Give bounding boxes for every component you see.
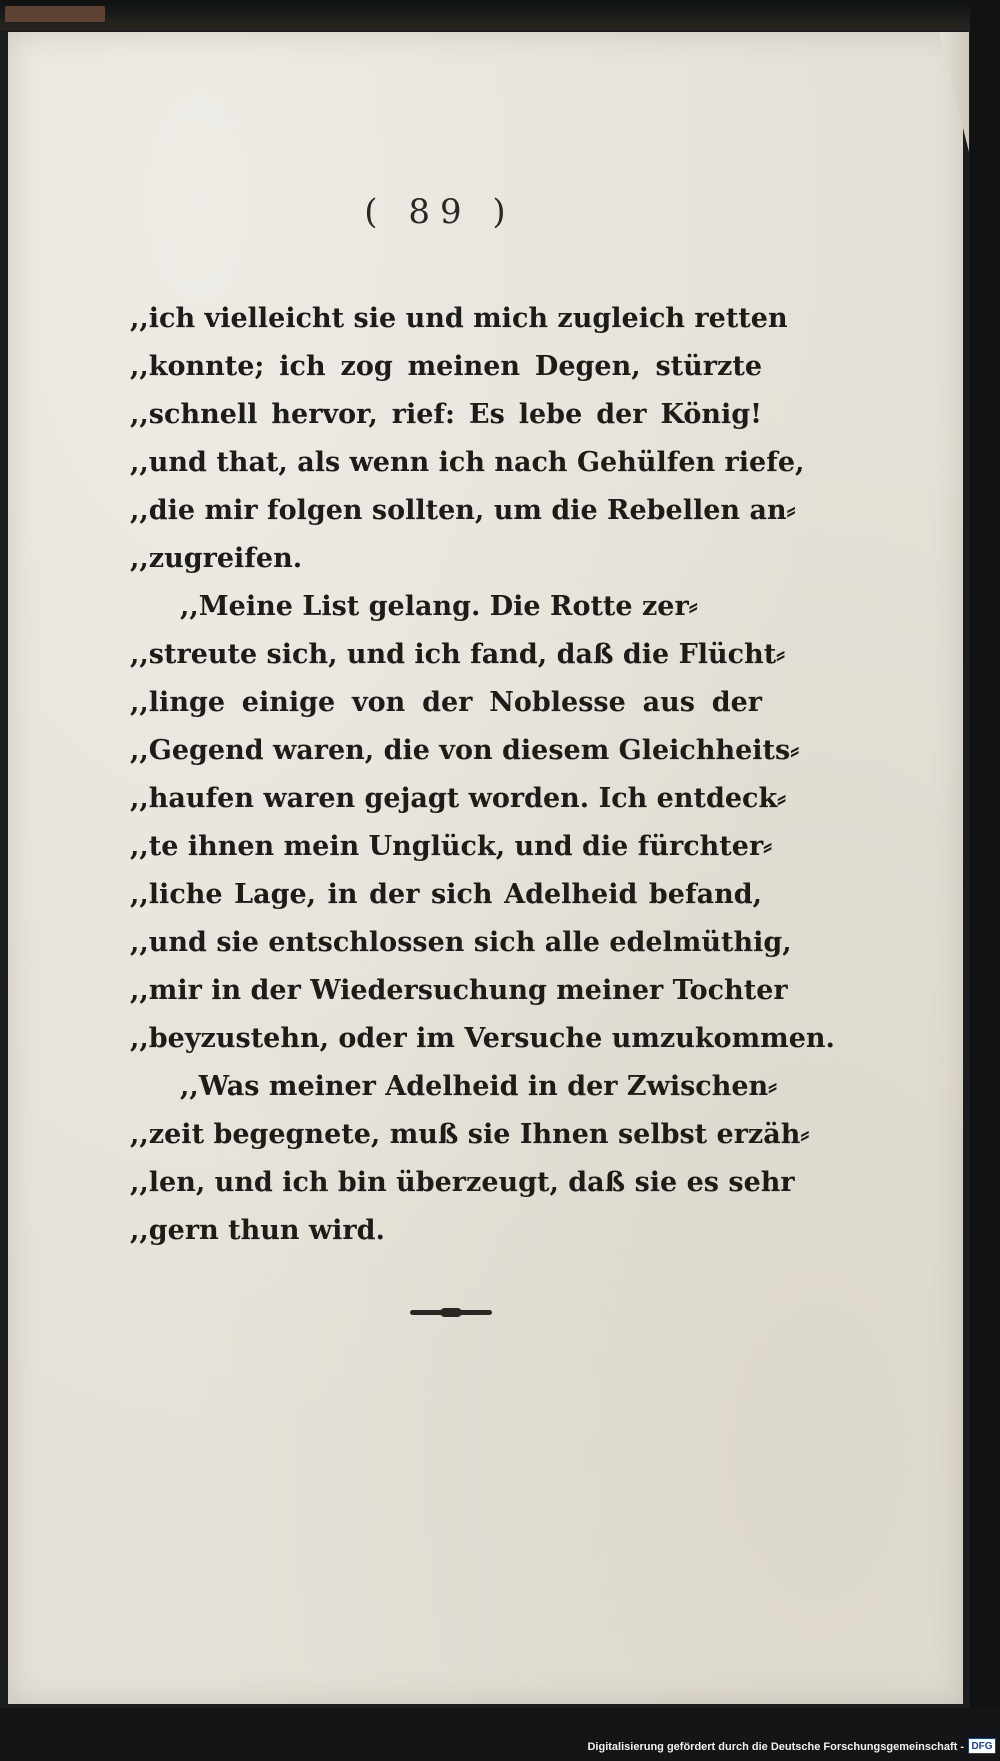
body-text [130, 295, 835, 1255]
text-line: ,,schnell hervor, rief: Es lebe der König! [130, 399, 762, 430]
text-line: ,,zugreifen. [130, 543, 303, 574]
text-line: ,,und sie entschlossen sich alle edelmüthig, [130, 927, 792, 958]
digitization-credit: Digitalisierung gefördert durch die Deutsche Forschungsgemeinschaft - [587, 1741, 964, 1753]
text-line: ,,und that, als wenn ich nach Gehülfen riefe, [130, 447, 805, 478]
text-line: ,,gern thun wird. [130, 1215, 385, 1246]
text-line: ,,haufen waren gejagt worden. Ich entdeck⸗ [130, 783, 787, 814]
scanner-bottom-border [0, 1708, 1000, 1761]
scanner-right-border [970, 0, 1000, 1761]
text-line: ,,konnte; ich zog meinen Degen, stürzte [130, 351, 762, 382]
binding-tape [5, 6, 105, 22]
text-line: ,,ich vielleicht sie und mich zugleich retten [130, 303, 788, 334]
text-line: ,,beyzustehn, oder im Versuche umzukommen. [130, 1023, 835, 1054]
text-line: ,,Meine List gelang. Die Rotte zer⸗ [180, 591, 698, 622]
scanner-top-border [0, 0, 1000, 30]
text-line: ,,liche Lage, in der sich Adelheid befand, [130, 879, 762, 910]
page-corner-curl [939, 32, 969, 152]
text-line: ,,len, und ich bin überzeugt, daß sie es sehr [130, 1167, 795, 1198]
dfg-logo: DFG [968, 1738, 996, 1754]
page-number: ( 89 ) [364, 192, 516, 232]
text-line: ,,te ihnen mein Unglück, und die fürchter⸗ [130, 831, 773, 862]
text-line: ,,zeit begegnete, muß sie Ihnen selbst erzäh⸗ [130, 1119, 810, 1150]
text-line: ,,die mir folgen sollten, um die Rebellen an⸗ [130, 495, 796, 526]
text-line: ,,Was meiner Adelheid in der Zwischen⸗ [180, 1071, 778, 1102]
text-line: ,,linge einige von der Noblesse aus der [130, 687, 762, 718]
text-line: ,,Gegend waren, die von diesem Gleichheits⸗ [130, 735, 800, 766]
text-line: ,,streute sich, und ich fand, daß die Flücht⸗ [130, 639, 786, 670]
text-line: ,,mir in der Wiedersuchung meiner Tochter [130, 975, 788, 1006]
section-end-ornament [410, 1310, 492, 1315]
